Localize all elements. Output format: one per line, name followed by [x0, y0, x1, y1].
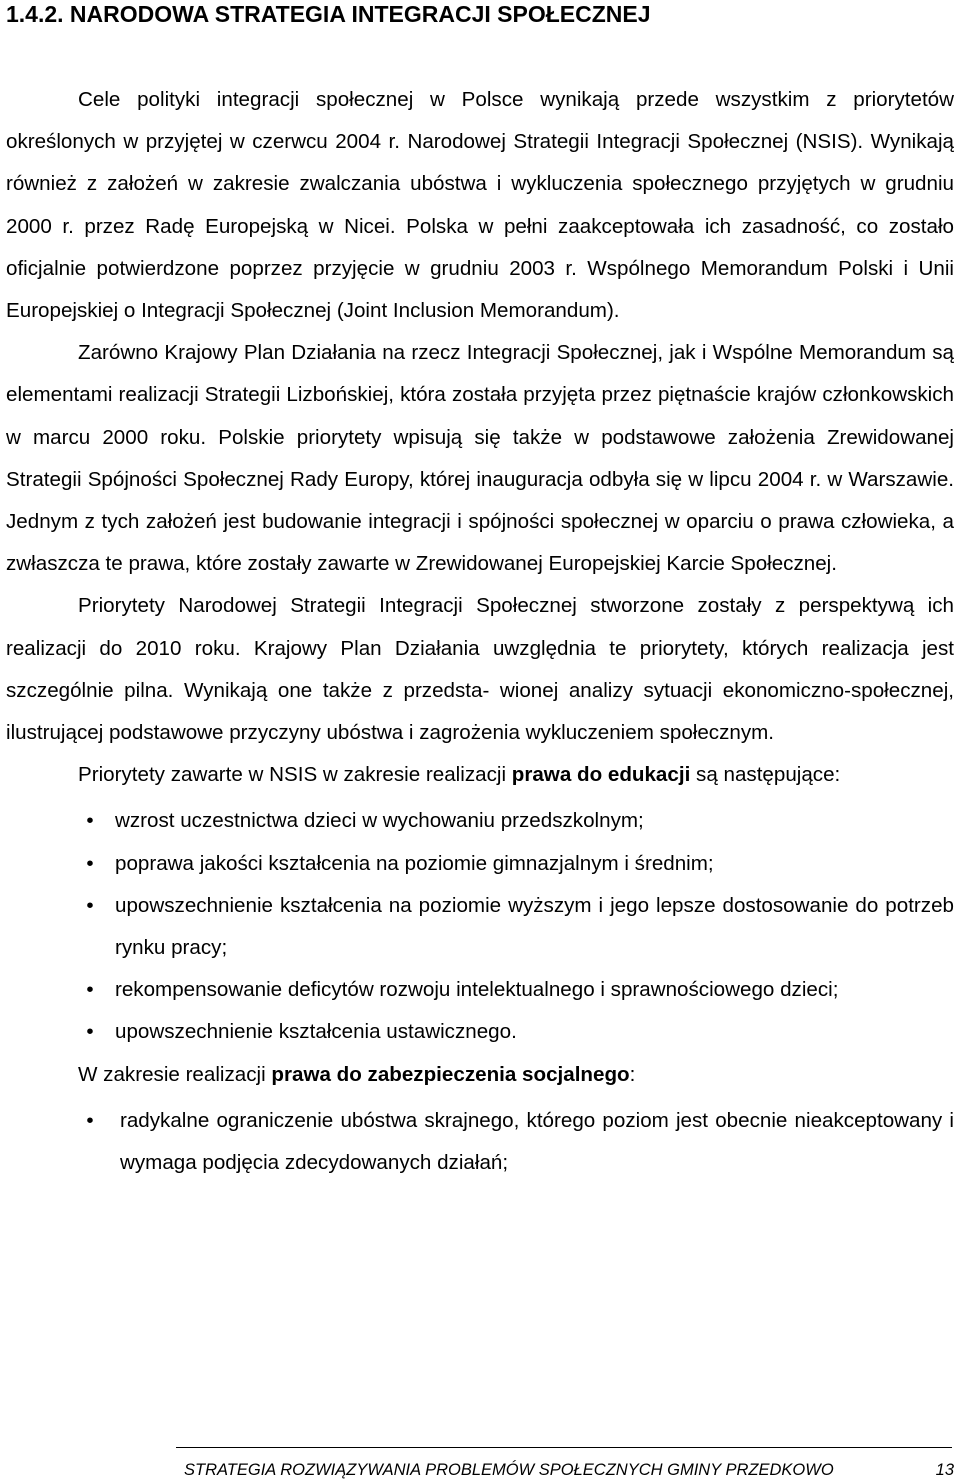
list-item: [6, 1011, 954, 1053]
list-item: [6, 800, 954, 842]
section-heading: 1.4.2. NARODOWA STRATEGIA INTEGRACJI SPOŁECZNEJ: [6, 1, 651, 27]
bullet-icon: •: [86, 978, 94, 1002]
education-priorities-list: [6, 800, 954, 1053]
list-item-text: upowszechnienie kształcenia na poziomie wyższym i jego lepsze dostosowanie do potrzeb rynku pracy;: [115, 893, 954, 960]
education-right-bold: prawa do edukacji: [511, 763, 691, 787]
social-security-priorities-list: [6, 1100, 954, 1184]
list-item: [6, 969, 954, 1011]
bullet-icon: •: [86, 893, 94, 917]
list-item-text: rekompensowanie deficytów rozwoju intelektualnego i sprawnościowego dzieci;: [115, 978, 839, 1002]
bullet-icon: •: [86, 1108, 94, 1132]
social-intro-text: W zakresie realizacji: [78, 1062, 272, 1086]
social-security-right-bold: prawa do zabezpieczenia socjalnego: [271, 1062, 630, 1086]
paragraph-priorities: Priorytety Narodowej Strategii Integracji Społecznej stworzone zostały z perspektywą ich realizacji do 2010 roku. Krajowy Plan Działania uwzględnia te priorytety, których realizacja jest szczególnie pilna. Wynikają one także z przedsta- wionej analizy sytuacji ekonomiczno-społecznej, ilustrującej podstawowe przyczyny ubóstwa i zagrożenia wykluczeniem społecznym.: [6, 594, 954, 745]
page-number: 13: [935, 1461, 954, 1479]
education-intro-text: Priorytety zawarte w NSIS w zakresie realizacji: [78, 763, 512, 787]
footer-divider: [176, 1447, 952, 1448]
bullet-icon: •: [86, 809, 94, 833]
paragraph-nsis-origins: Cele polityki integracji społecznej w Polsce wynikają przede wszystkim z priorytetów określonych w przyjętej w czerwcu 2004 r. Narodowej Strategii Integracji Społecznej (NSIS). Wynikają również z założeń w zakresie zwalczania ubóstwa i wykluczenia społecznego przyjętych w grudniu 2000 r. przez Radę Europejską w Nicei. Polska w pełni zaakceptowała ich zasadność, co zostało oficjalnie potwierdzone poprzez przyjęcie w grudniu 2003 r. Wspólnego Memorandum Polski i Unii Europejskiej o Integracji Społecznej (Joint Inclusion Memorandum).: [6, 88, 954, 323]
social-intro-end: :: [629, 1062, 636, 1086]
list-item-text: radykalne ograniczenie ubóstwa skrajnego, którego poziom jest obecnie nieakceptowany i wymaga podjęcia zdecydowanych działań;: [120, 1108, 954, 1175]
bullet-icon: •: [86, 851, 94, 875]
list-item-text: upowszechnienie kształcenia ustawicznego.: [115, 1020, 517, 1044]
bullet-icon: •: [86, 1020, 94, 1044]
list-item: [6, 1100, 954, 1184]
page-footer: [0, 1447, 960, 1483]
list-item: [6, 885, 954, 969]
paragraph-lisbon-strategy: Zarówno Krajowy Plan Działania na rzecz Integracji Społecznej, jak i Wspólne Memorandum są elementami realizacji Strategii Lizbońskiej, która została przyjęta przez piętnaście krajów członkowskich w marcu 2000 roku. Polskie priorytety wpisują się także w podstawowe założenia Zrewidowanej Strategii Spójności Społecznej Rady Europy, której inauguracja odbyła się w lipcu 2004 r. w Warszawie. Jednym z tych założeń jest budowanie integracji i spójności społecznej w oparciu o prawa człowieka, a zwłaszcza te prawa, które zostały zawarte w Zrewidowanej Europejskiej Karcie Społecznej.: [6, 341, 954, 576]
paragraph-education-intro: [6, 754, 954, 796]
education-intro-end: są następujące:: [690, 763, 841, 787]
footer-title: STRATEGIA ROZWIĄZYWANIA PROBLEMÓW SPOŁECZNYCH GMINY PRZEDKOWO: [184, 1461, 834, 1479]
paragraph-social-security-intro: [6, 1054, 954, 1096]
list-item: [6, 843, 954, 885]
document-body: [6, 79, 954, 1184]
list-item-text: poprawa jakości kształcenia na poziomie gimnazjalnym i średnim;: [115, 851, 714, 875]
list-item-text: wzrost uczestnictwa dzieci w wychowaniu przedszkolnym;: [115, 809, 644, 833]
